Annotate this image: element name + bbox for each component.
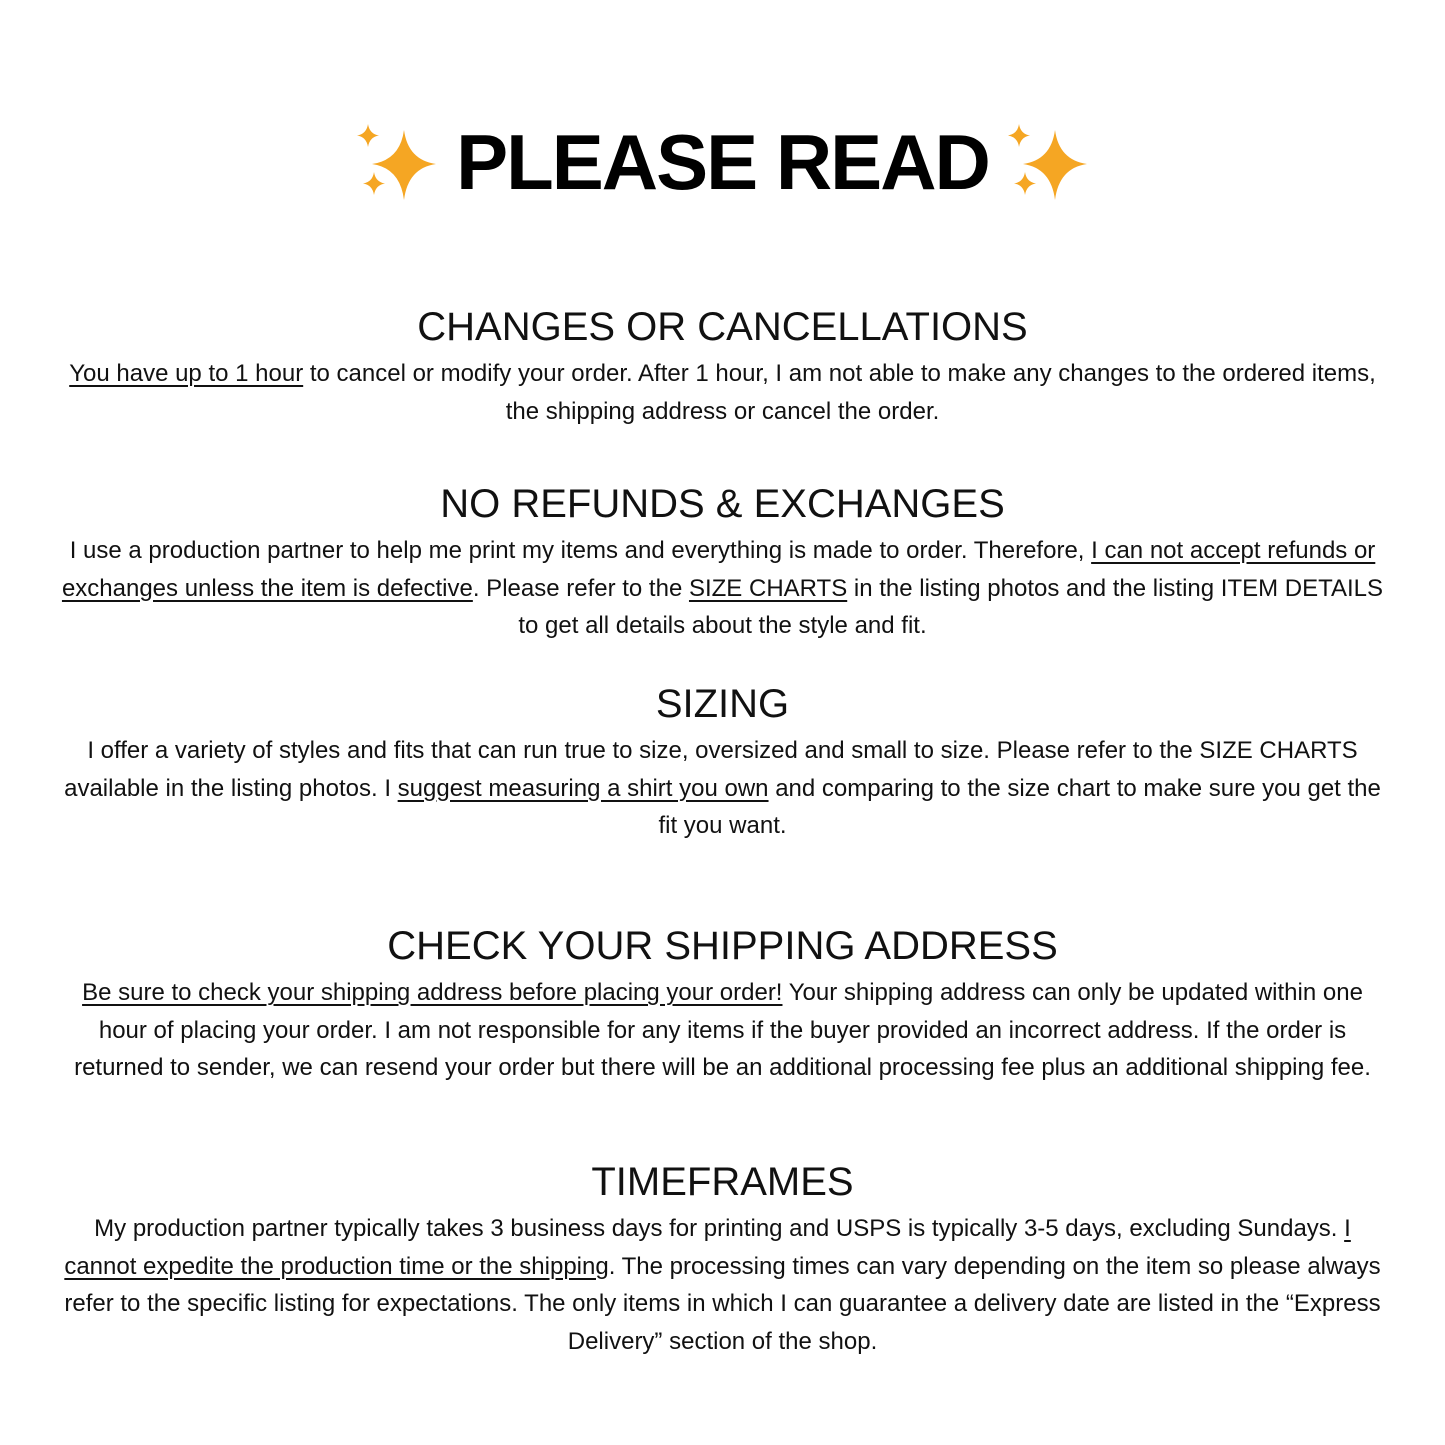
body-text: I offer a variety of styles and fits that can run true to size, oversized and small to size. Please refer to the SIZE CHARTS available in the listing photos. I [64,737,1358,802]
section-refunds-exchanges [60,480,1385,645]
emphasis-text: suggest measuring a shirt you own [397,774,769,802]
section-shipping-address [60,922,1385,1087]
emphasis-text: I cannot expedite the production time or the shipping [64,1215,1351,1280]
sparkles-icon [1003,120,1093,204]
title-row [0,112,1445,212]
body-text: My production partner typically takes 3 business days for printing and USPS is typically 3-5 days, excluding Sundays. [94,1215,1345,1242]
section-heading: TIMEFRAMES [591,1160,854,1204]
body-text: and comparing to the size chart to make sure you get the fit you want. [658,774,1381,839]
section-changes-cancellations [60,303,1385,430]
sparkles-icon [352,120,442,204]
section-body [60,355,1385,430]
body-text: I use a production partner to help me print my items and everything is made to order. Therefore, [69,537,1092,564]
emphasis-text: I can not accept refunds or exchanges unless the item is defective [61,537,1376,602]
page-title: PLEASE READ [456,118,989,206]
section-body [60,732,1385,845]
body-text: . The processing times can vary depending on the item so please always refer to the specific listing for expectations. The only items in which I can guarantee a delivery date are listed in the “Express Delivery” section of the shop. [64,1252,1381,1355]
body-text: Your shipping address can only be updated within one hour of placing your order. I am not responsible for any items if the buyer provided an incorrect address. If the order is returned to sender, we can resend your order but there will be an additional processing fee plus an additional shipping fee. [74,979,1371,1081]
section-heading: CHECK YOUR SHIPPING ADDRESS [387,924,1058,968]
body-text: in the listing photos and the listing ITEM DETAILS to get all details about the style and fit. [518,574,1384,639]
section-body [60,974,1385,1087]
body-text: to cancel or modify your order. After 1 hour, I am not able to make any changes to the ordered items, the shipping address or cancel the order. [303,360,1376,425]
section-timeframes [60,1158,1385,1360]
section-body [60,1210,1385,1360]
emphasis-text: Be sure to check your shipping address before placing your order! [82,979,783,1006]
emphasis-text: SIZE CHARTS [688,574,848,602]
body-text: . Please refer to the [472,574,689,602]
section-heading: CHANGES OR CANCELLATIONS [417,305,1028,349]
section-heading: NO REFUNDS & EXCHANGES [440,482,1005,526]
emphasis-text: You have up to 1 hour [69,360,304,387]
section-sizing [60,680,1385,845]
section-heading: SIZING [655,682,790,726]
section-body [60,532,1385,645]
